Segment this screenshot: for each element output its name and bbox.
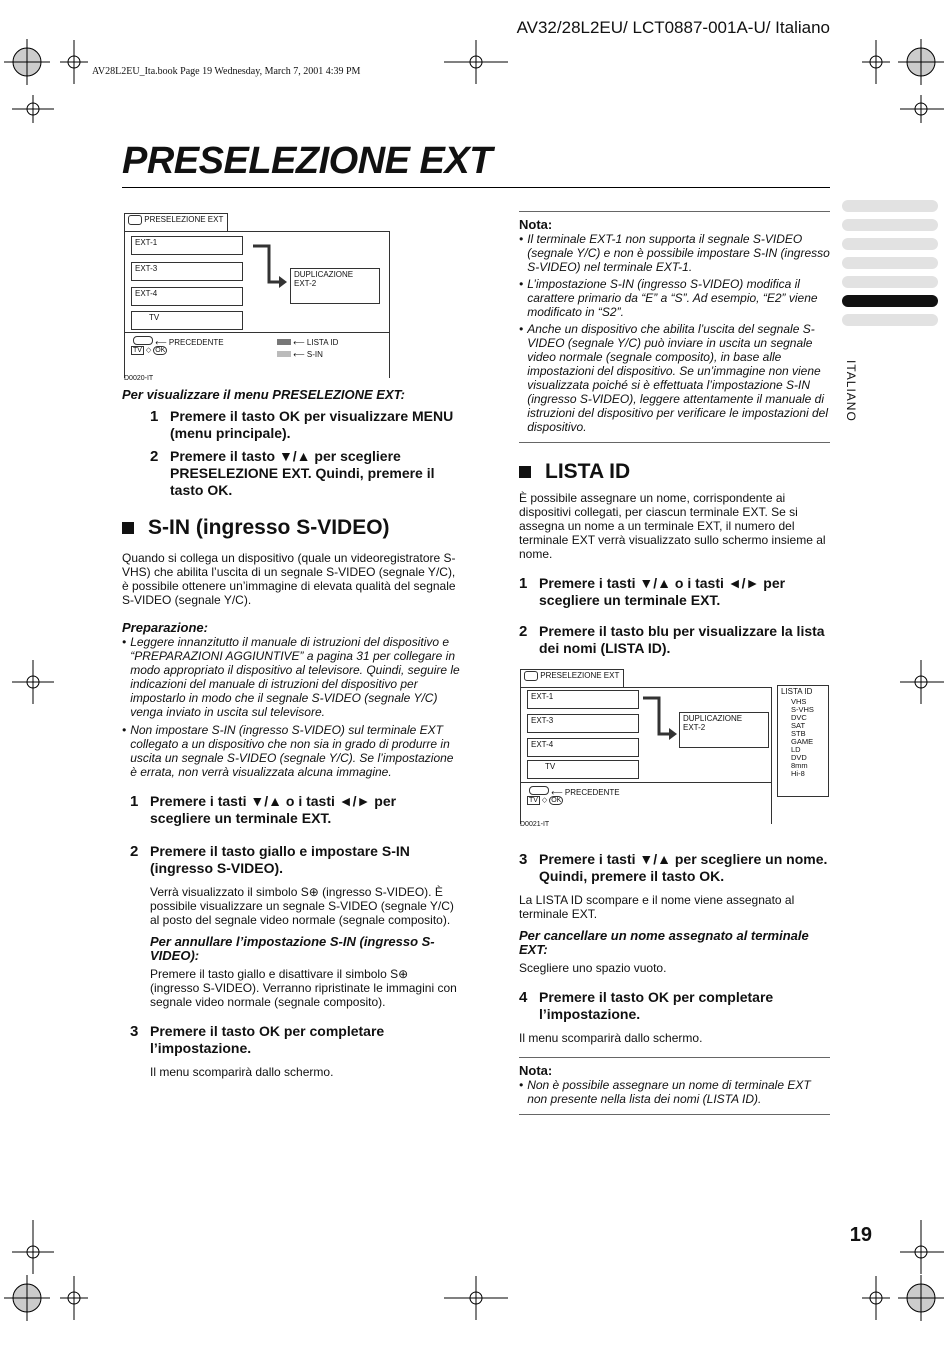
lista-step-3: [519, 851, 830, 885]
step-number: 2: [130, 843, 139, 860]
ext1-slot: [527, 690, 639, 709]
menu-tab: [520, 669, 624, 688]
dub-slot: [679, 712, 769, 748]
bullet-text: Non è possibile assegnare un nome di terminale EXT non presente nella lista dei nomi (LISTA ID).: [527, 1078, 811, 1106]
lista-step-1: [519, 575, 830, 609]
input-icon: [128, 215, 142, 225]
step-text: Premere i tasti ▼/▲ o i tasti ◄/► per scegliere un terminale EXT.: [539, 575, 786, 608]
step-number: 1: [519, 575, 528, 592]
section-tabs: [842, 200, 938, 333]
button-icon: [529, 786, 549, 795]
section-tab: [842, 238, 938, 250]
step-number: 2: [519, 623, 528, 640]
ok-button: OK: [551, 797, 562, 804]
bullet-dot: •: [519, 277, 524, 291]
menu-diagram-1: [124, 213, 390, 383]
step-text: Premere il tasto giallo e impostare S-IN (ingresso S-VIDEO).: [150, 843, 410, 876]
prev-row: ⟵ PRECEDENTE: [529, 786, 620, 797]
sin-step-2: [122, 843, 460, 877]
name-list-item[interactable]: VHS: [791, 697, 807, 706]
lista-id-panel: [777, 685, 829, 797]
book-info-line: AV28L2EU_Ita.book Page 19 Wednesday, March 7, 2001 4:39 PM: [92, 66, 361, 77]
page-title: PRESELEZIONE EXT: [122, 140, 492, 182]
step-text: Premere i tasti ▼/▲ per scegliere un nome. Quindi, premere il tasto OK.: [539, 851, 828, 884]
tv-label: TV: [545, 762, 556, 771]
section-tab-active: [842, 295, 938, 307]
menu-screen: [124, 231, 390, 378]
tv-button: TV: [529, 797, 538, 804]
name-list-item[interactable]: DVC: [791, 713, 807, 722]
prep-title: Preparazione:: [122, 620, 208, 635]
arrow-icon: [641, 696, 681, 746]
bullet-dot: •: [519, 1078, 524, 1092]
prep-bullet-2: [122, 723, 460, 779]
sin-heading: [122, 516, 460, 539]
section-tab: [842, 276, 938, 288]
note-title: Nota:: [519, 217, 553, 232]
square-bullet-icon: [122, 522, 134, 534]
intro-caption: Per visualizzare il menu PRESELEZIONE EXT:: [122, 387, 405, 402]
note-title: Nota:: [519, 1063, 553, 1078]
tv-button: TV: [133, 347, 142, 354]
section-tab: [842, 219, 938, 231]
diagram-code: D0021-IT: [520, 821, 550, 828]
menu-diagram-2: [520, 669, 832, 831]
lista-id-title: LISTA ID: [781, 687, 813, 696]
sin-paragraph: Quando si collega un dispositivo (quale un videoregistratore S-VHS) che abilita l’uscita di un segnale S-VIDEO (segnale Y/C), è possibile ottenere un’immagine di elevata qualità del segnale S-VIDEO (segnale Y/C).: [122, 551, 456, 607]
bullet-text: Non impostare S-IN (ingresso S-VIDEO) sul terminale EXT collegato a un dispositivo che non sia in grado di produrre in uscita un segnale S-VIDEO (segnale Y/C). Se l’impostazione è errata, non verrà visualizzata alcuna immagine.: [130, 723, 454, 779]
section-tab: [842, 200, 938, 212]
step-text: Premere il tasto ▼/▲ per scegliere PRESELEZIONE EXT. Quindi, premere il tasto OK.: [170, 448, 435, 498]
name-list-item[interactable]: S-VHS: [791, 705, 814, 714]
note-box-1: [519, 211, 830, 443]
bullet-text: Leggere innanzitutto il manuale di istruzioni del dispositivo e “PREPARAZIONI AGGIUNTIVE” a pagina 31 per collegare in modo appropriato il dispositivo al televisore. Quindi, seguire le indicazioni del manuale di istruzioni del dispositivo per impostarlo in modo che il segnale S-VIDEO (segnale Y/C) venga inviato in uscita sul televisore.: [130, 635, 460, 719]
right-column-lower: [519, 845, 830, 1115]
side-language-label: ITALIANO: [844, 360, 858, 422]
sin-cancel-title: Per annullare l’impostazione S-IN (ingresso S-VIDEO):: [150, 934, 435, 963]
name-list-item[interactable]: LD: [791, 745, 801, 754]
ext3-slot: [527, 714, 639, 733]
menu-tab-label: PRESELEZIONE EXT: [540, 671, 620, 681]
prev-label: PRECEDENTE: [168, 338, 224, 347]
name-list-item[interactable]: SAT: [791, 721, 806, 730]
dub-label: DUPLICAZIONE: [294, 270, 354, 279]
menu-screen: [520, 687, 772, 824]
name-list: [781, 698, 825, 778]
input-icon: [524, 671, 538, 681]
prep-bullet-1: [122, 635, 460, 719]
step-text: Premere il tasto blu per visualizzare la lista dei nomi (LISTA ID).: [539, 623, 825, 656]
note-bullet: [519, 1078, 830, 1106]
intro-step-2: [122, 448, 460, 499]
step-number: 1: [130, 793, 139, 810]
name-list-item[interactable]: 8mm: [791, 761, 808, 770]
title-rule: [122, 187, 830, 188]
right-column: [519, 211, 830, 657]
page-number: 19: [849, 1224, 872, 1246]
step-number: 3: [130, 1023, 139, 1040]
step-text: Premere il tasto OK per visualizzare MENU (menu principale).: [170, 408, 454, 441]
prev-label: PRECEDENTE: [564, 788, 620, 797]
ext1-label: EXT-1: [135, 238, 158, 247]
bullet-dot: •: [519, 322, 524, 336]
section-tab: [842, 257, 938, 269]
sin-label: S-IN: [306, 350, 323, 359]
menu-divider: [125, 332, 389, 333]
ext3-label: EXT-3: [531, 716, 554, 725]
dub-label: DUPLICAZIONE: [683, 714, 743, 723]
lista-step-3-text: La LISTA ID scompare e il nome viene assegnato al terminale EXT.: [519, 893, 795, 921]
sin-step-3-text: Il menu scomparirà dallo schermo.: [150, 1065, 334, 1079]
section-tab: [842, 314, 938, 326]
ok-button: OK: [155, 347, 166, 354]
left-column: [122, 388, 460, 1079]
menu-divider: [521, 782, 771, 783]
sin-step-2-text: Verrà visualizzato il simbolo S⊕ (ingresso S-VIDEO). È possibile visualizzare un segnale S-VIDEO (segnale Y/C) al posto del segnale video normale (segnale composito).: [150, 885, 454, 927]
remote-buttons: TV ◇ OK: [133, 347, 166, 354]
square-bullet-icon: [519, 466, 531, 478]
lista-cancel-text: Scegliere uno spazio vuoto.: [519, 961, 667, 975]
note-bullet: [519, 322, 830, 434]
name-list-item[interactable]: DVD: [791, 753, 807, 762]
diagram-code: D0020-IT: [124, 375, 154, 382]
name-list-item[interactable]: GAME: [791, 737, 814, 746]
step-text: Premere il tasto OK per completare l’impostazione.: [150, 1023, 385, 1056]
lista-id-label: LISTA ID: [306, 338, 339, 347]
remote-buttons: TV ◇ OK: [529, 797, 562, 804]
arrow-icon: [251, 244, 291, 294]
button-icon: [133, 336, 153, 345]
dub-slot: [290, 268, 380, 304]
intro-step-1: [122, 408, 460, 442]
tv-label: TV: [149, 313, 160, 322]
step-text: Premere i tasti ▼/▲ o i tasti ◄/► per scegliere un terminale EXT.: [150, 793, 397, 826]
ext4-slot: [131, 287, 243, 306]
step-number: 4: [519, 989, 528, 1006]
step-number: 1: [150, 408, 159, 425]
lista-heading-text: LISTA ID: [545, 460, 631, 483]
ext1-slot: [131, 236, 243, 255]
sin-step-1: [122, 793, 460, 827]
sin-heading-text: S-IN (ingresso S-VIDEO): [148, 516, 390, 539]
step-text: Premere il tasto OK per completare l’impostazione.: [539, 989, 774, 1022]
ext3-slot: [131, 262, 243, 281]
bullet-dot: •: [122, 723, 127, 737]
note-box-2: [519, 1057, 830, 1115]
ext1-label: EXT-1: [531, 692, 554, 701]
lista-step-4: [519, 989, 830, 1023]
ext2-label: EXT-2: [683, 723, 706, 732]
bullet-dot: •: [122, 635, 127, 649]
bullet-text: Anche un dispositivo che abilita l’uscita del segnale S-VIDEO (segnale Y/C) può inviare in uscita un segnale video normale (segnale composito), in base alle impostazioni del dispositivo. Se un’immagine non viene visualizzata poiché si è effettuata l’impostazione S-IN (ingresso S-VIDEO), leggere attentamente il manuale di istruzioni del dispositivo per verificare le impostazioni del dispositivo.: [527, 322, 829, 434]
ext4-slot: [527, 738, 639, 757]
ext2-label: EXT-2: [294, 279, 317, 288]
lista-paragraph: È possibile assegnare un nome, corrispondente ai dispositivi collegati, per ciascun terminale EXT. Se si assegna un nome a un terminale EXT, il numero del terminale EXT verrà visualizzato sullo schermo insieme al nome.: [519, 491, 826, 561]
name-list-item[interactable]: Hi-8: [791, 769, 805, 778]
sin-cancel-text: Premere il tasto giallo e disattivare il simbolo S⊕ (ingresso S-VIDEO). Verranno ripristinate le immagini con segnale video normale (segnale composito).: [150, 967, 457, 1009]
ext4-label: EXT-4: [135, 289, 158, 298]
tv-slot: [131, 311, 243, 330]
yellow-key-icon: [277, 351, 291, 357]
lista-cancel-title: Per cancellare un nome assegnato al terminale EXT:: [519, 928, 809, 957]
blue-key-row: ⟵ LISTA ID: [277, 338, 338, 347]
blue-key-icon: [277, 339, 291, 345]
step-number: 2: [150, 448, 159, 465]
note-bullet: [519, 232, 830, 274]
yellow-key-row: ⟵ S-IN: [277, 350, 323, 359]
prev-row: ⟵ PRECEDENTE: [133, 336, 224, 347]
menu-tab-label: PRESELEZIONE EXT: [144, 215, 224, 225]
bullet-dot: •: [519, 232, 524, 246]
ext3-label: EXT-3: [135, 264, 158, 273]
step-number: 3: [519, 851, 528, 868]
lista-step-4-text: Il menu scomparirà dallo schermo.: [519, 1031, 703, 1045]
name-list-item[interactable]: STB: [791, 729, 806, 738]
lista-heading: [519, 460, 830, 483]
document-id: AV32/28L2EU/ LCT0887-001A-U/ Italiano: [516, 18, 830, 37]
note-bullet: [519, 277, 830, 319]
menu-tab: [124, 213, 228, 232]
tv-slot: [527, 760, 639, 779]
sin-step-3: [122, 1023, 460, 1057]
lista-step-2: [519, 623, 830, 657]
bullet-text: L’impostazione S-IN (ingresso S-VIDEO) modifica il carattere primario da “E” a “S”. Ad esempio, “E2” viene modificato in “S2”.: [527, 277, 818, 319]
bullet-text: Il terminale EXT-1 non supporta il segnale S-VIDEO (segnale Y/C) e non è possibile impostare S-IN (ingresso S-VIDEO) nel terminale EXT-1.: [527, 232, 830, 274]
ext4-label: EXT-4: [531, 740, 554, 749]
